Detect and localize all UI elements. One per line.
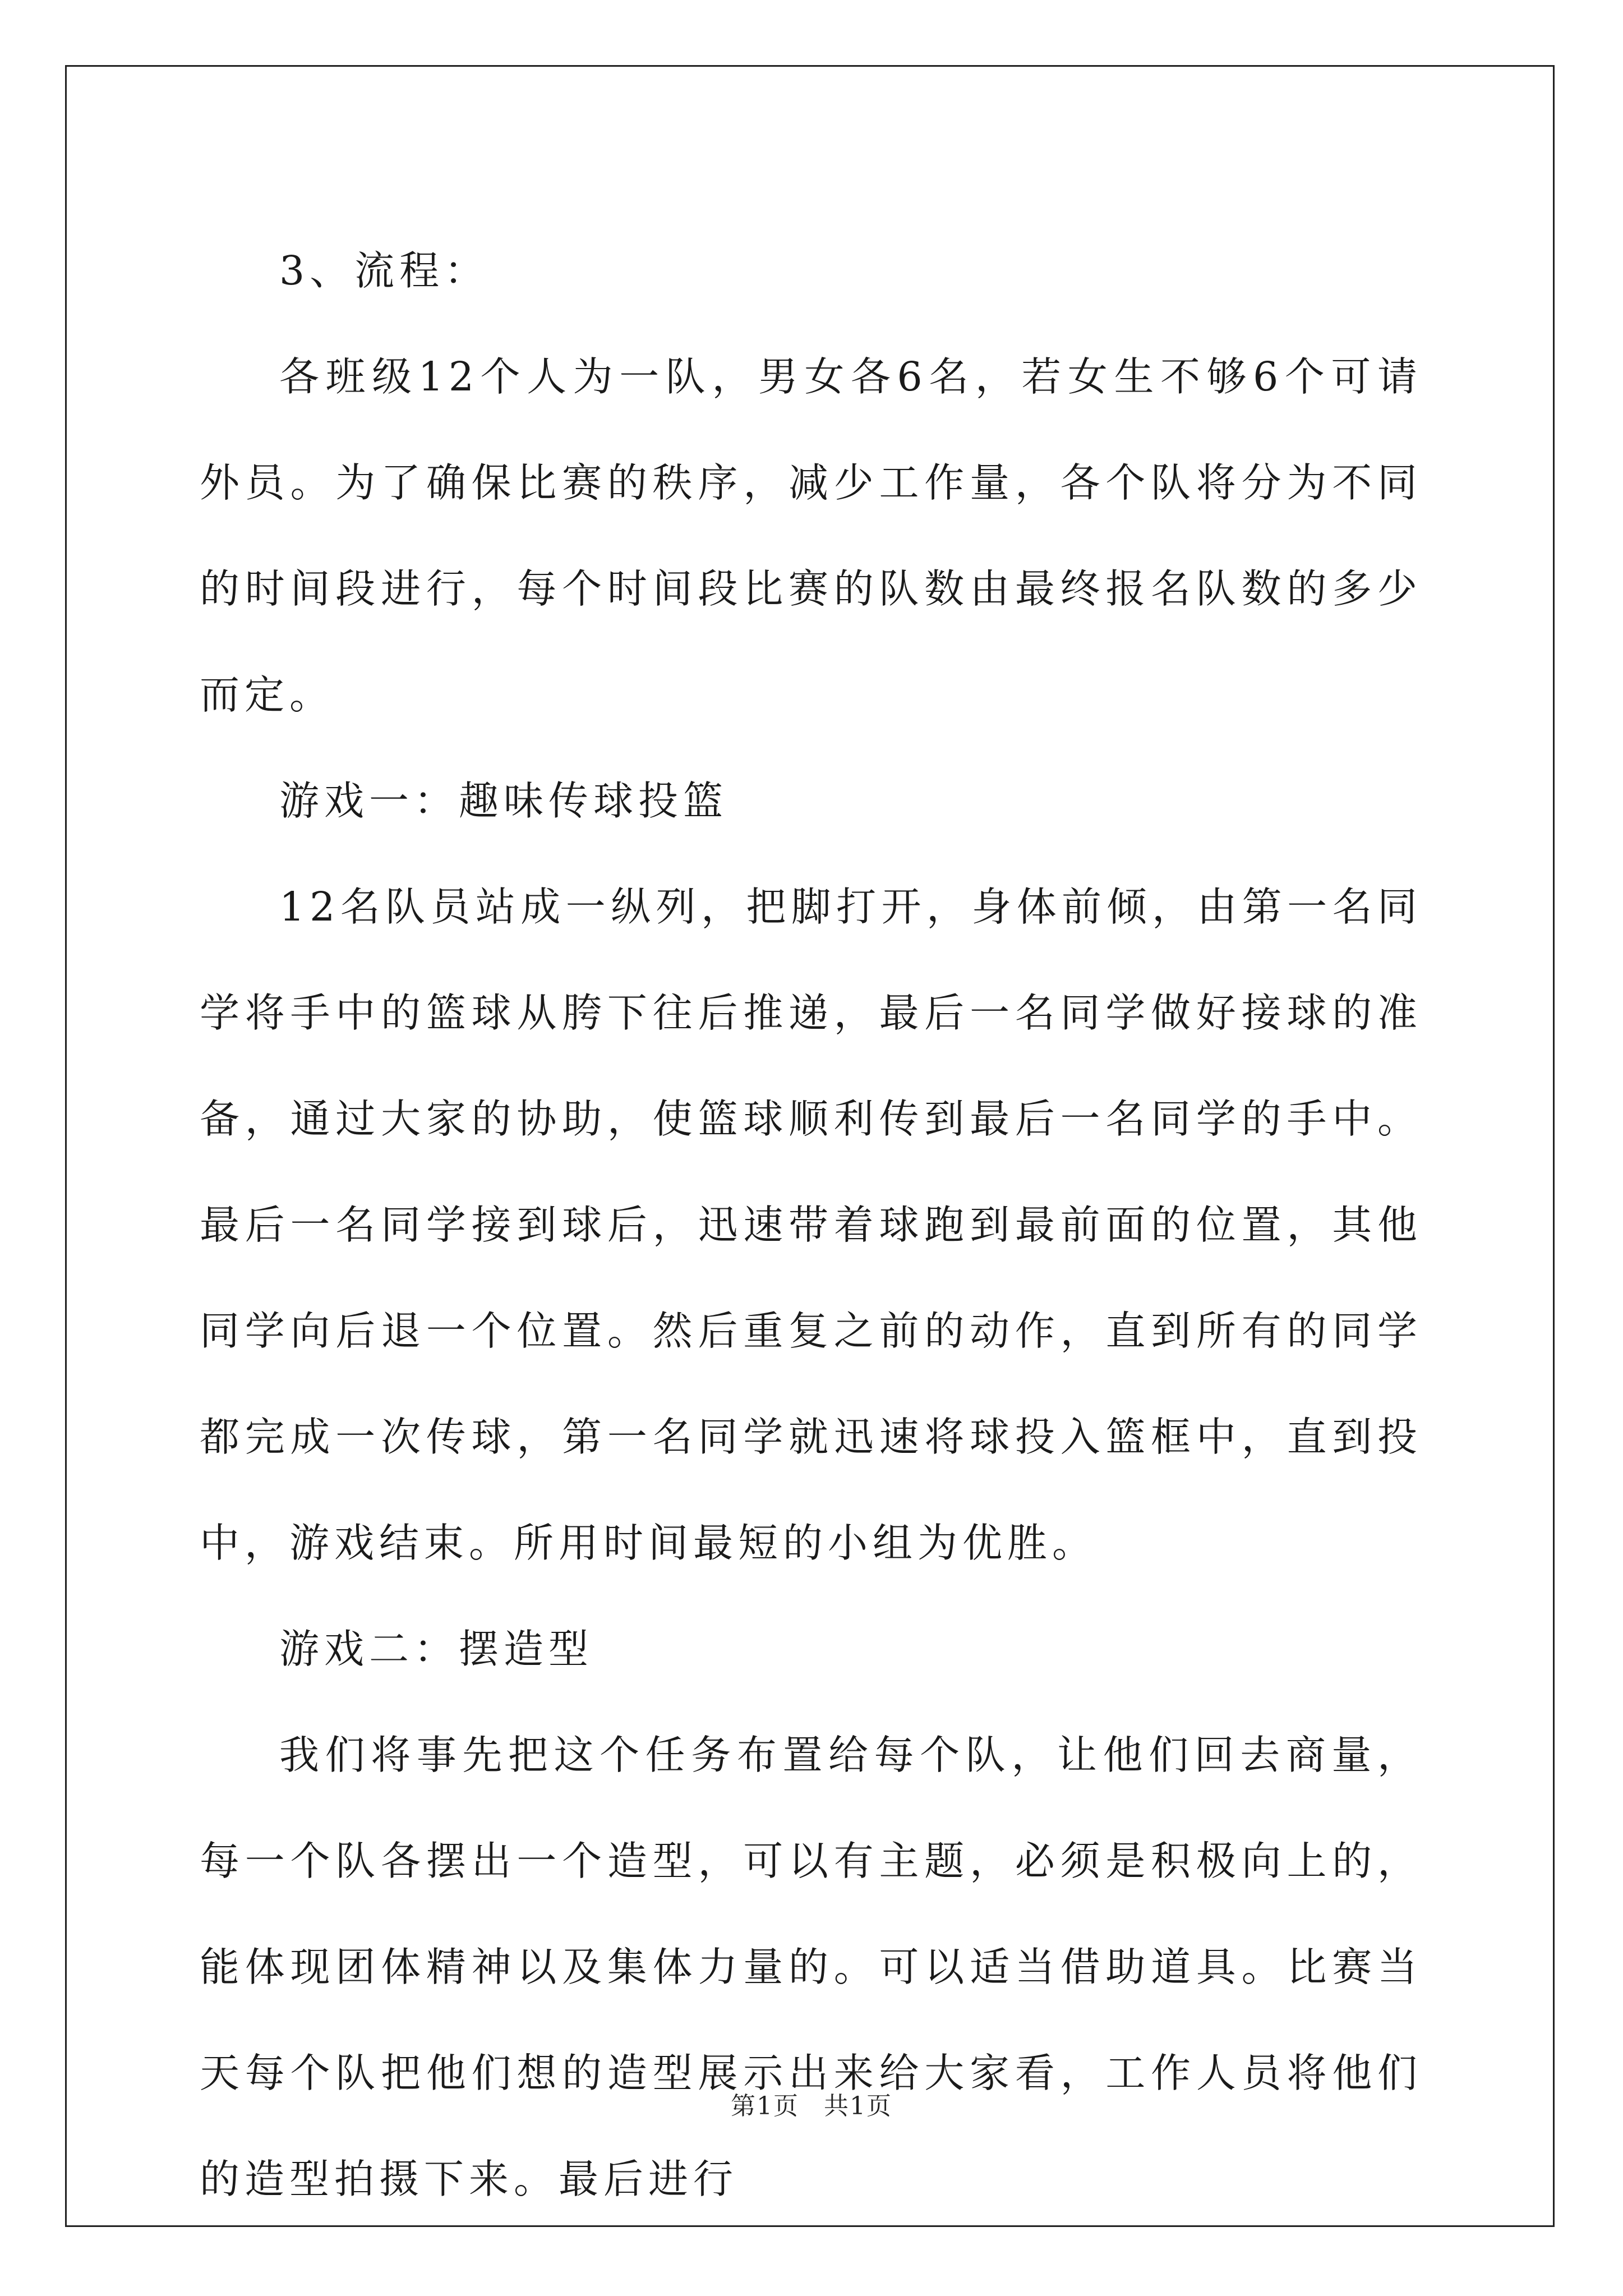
paragraph-team-rules: 各班级12个人为一队，男女各6名，若女生不够6个可请外员。为了确保比赛的秩序，减少工作量，各个队将分为不同的时间段进行，每个时间段比赛的队数由最终报名队数的多少而定。 — [200, 353, 1422, 718]
section-heading-game-one: 游戏一：趣味传球投篮 — [279, 777, 728, 824]
paragraph-game-two-description: 我们将事先把这个任务布置给每个队，让他们回去商量，每一个队各摆出一个造型，可以有主题，必须是积极向上的，能体现团体精神以及集体力量的。可以适当借助道具。比赛当天每个队把他们想的造型展示出来给大家看，工作人员将他们的造型拍摄下来。最后进行 — [200, 1732, 1422, 2202]
page-total: 共1页 — [824, 2092, 892, 2120]
document-body — [200, 218, 1422, 2232]
section-heading-process: 3、流程： — [279, 247, 490, 294]
page-footer — [0, 2086, 1623, 2122]
paragraph-game-one-description: 12名队员站成一纵列，把脚打开，身体前倾，由第一名同学将手中的篮球从胯下往后推递，最后一名同学做好接球的准备，通过大家的协助，使篮球顺利传到最后一名同学的手中。最后一名同学接到球后，迅速带着球跑到最前面的位置，其他同学向后退一个位置。然后重复之前的动作，直到所有的同学都完成一次传球，第一名同学就迅速将球投入篮框中，直到投中，游戏结束。所用时间最短的小组为优胜。 — [200, 884, 1422, 1566]
section-heading-game-two: 游戏二：摆造型 — [279, 1626, 594, 1672]
page-number: 第1页 — [731, 2092, 799, 2120]
